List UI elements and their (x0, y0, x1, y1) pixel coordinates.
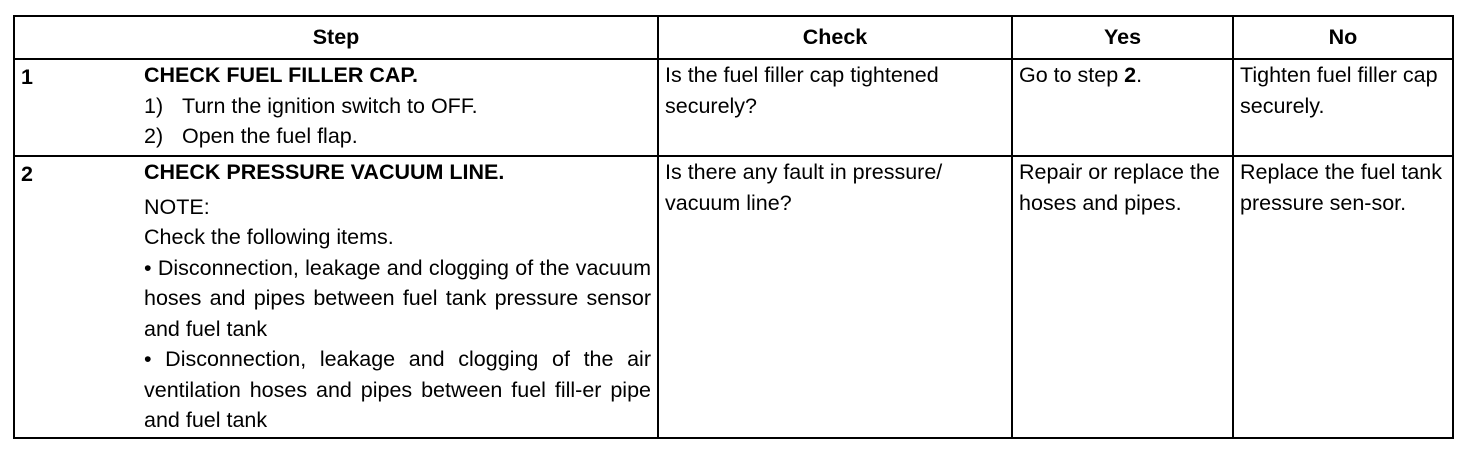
step-reference: 2 (1124, 63, 1137, 87)
header-check: Check (658, 16, 1012, 59)
note-intro: Check the following items. (144, 225, 394, 249)
yes-cell: Repair or replace the hoses and pipes. (1012, 156, 1233, 438)
note-label: NOTE: (144, 194, 210, 219)
header-step: Step (14, 16, 658, 59)
yes-prefix: Go to step (1019, 63, 1125, 87)
check-cell: Is the fuel filler cap tightened securely? (658, 59, 1012, 156)
substep-text: Turn the ignition switch to OFF. (182, 93, 478, 118)
header-row (14, 16, 1453, 59)
step-title: CHECK PRESSURE VACUUM LINE. (144, 160, 505, 184)
diagnostic-table (13, 15, 1454, 439)
yes-suffix: . (1136, 63, 1143, 87)
step-title: CHECK FUEL FILLER CAP. (144, 63, 418, 87)
header-yes: Yes (1012, 16, 1233, 59)
step-cell (14, 59, 658, 156)
substep-text: Open the fuel flap. (182, 124, 358, 148)
substep-index: 2) (144, 124, 164, 148)
substep-index: 1) (144, 93, 164, 118)
yes-cell (1012, 59, 1233, 156)
note-bullet: • Disconnection, leakage and clogging of the vacuum hoses and pipes between fuel tank pressure sensor and fuel tank (144, 255, 651, 341)
step-number: 1 (21, 65, 33, 89)
no-cell: Replace the fuel tank pressure sen-sor. (1233, 156, 1453, 438)
table-row (14, 59, 1453, 156)
header-no: No (1233, 16, 1453, 59)
substep (144, 91, 651, 122)
table-row (14, 156, 1453, 438)
note-bullet: • Disconnection, leakage and clogging of the air ventilation hoses and pipes between fuel fill-er pipe and fuel tank (144, 347, 651, 432)
no-cell: Tighten fuel filler cap securely. (1233, 59, 1453, 156)
check-cell: Is there any fault in pressure/ vacuum line? (658, 156, 1012, 438)
substep (144, 121, 651, 152)
step-cell (14, 156, 658, 438)
step-number: 2 (21, 162, 33, 186)
